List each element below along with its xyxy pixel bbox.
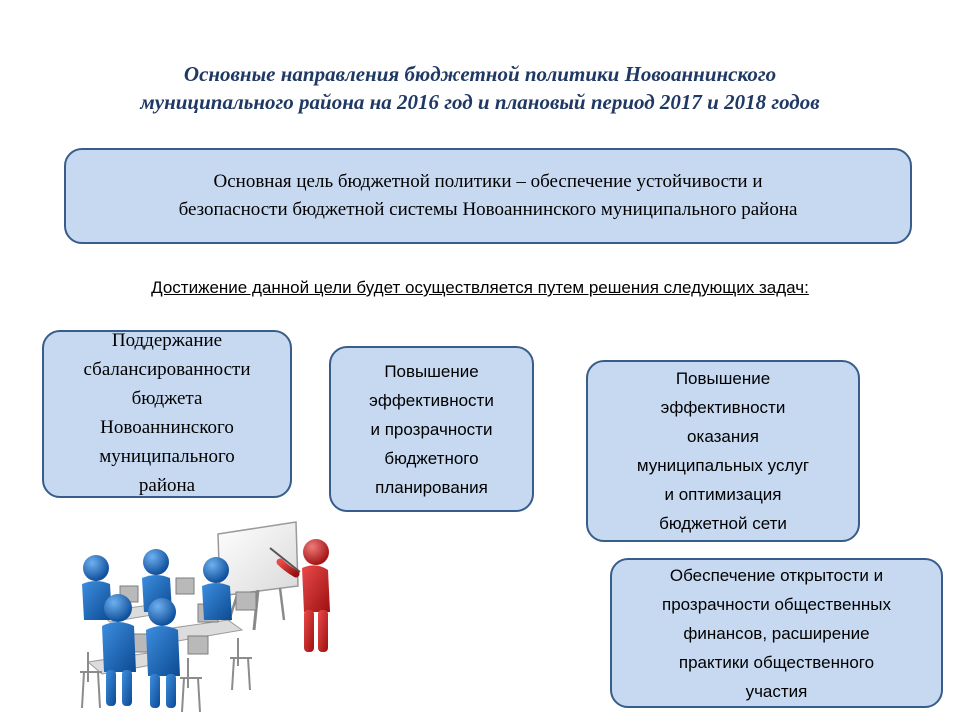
task-3-line: и оптимизация <box>664 485 782 504</box>
goal-line-2: безопасности бюджетной системы Новоаннинского муниципального района <box>178 199 798 220</box>
task-box-balance <box>42 330 292 498</box>
task-1-line: Новоаннинского <box>100 417 234 438</box>
slide-title-line-1: Основные направления бюджетной политики Новоаннинского <box>183 62 777 86</box>
presenter-figure <box>270 539 330 652</box>
task-4-line: прозрачности общественных <box>662 594 891 614</box>
task-4-line: Обеспечение открытости и <box>669 565 884 585</box>
task-3-line: оказания <box>687 427 759 446</box>
task-box-services <box>586 360 860 542</box>
task-2-line: Повышение <box>384 361 479 381</box>
task-1-line: бюджета <box>131 388 203 409</box>
task-4-line: практики общественного <box>678 652 875 672</box>
task-2-line: бюджетного <box>384 448 479 468</box>
task-box-openness <box>610 558 943 708</box>
goal-box <box>64 148 912 244</box>
slide-title-line-2: муниципального района на 2016 год и плановый период 2017 и 2018 годов <box>140 90 820 114</box>
task-3-line: Повышение <box>675 369 771 388</box>
task-1-line: муниципального <box>99 446 235 467</box>
task-4-line: участия <box>745 681 808 701</box>
goal-line-1: Основная цель бюджетной политики – обеспечение устойчивости и <box>213 171 763 192</box>
task-2-line: эффективности <box>369 390 494 410</box>
tasks-subtitle: Достижение данной цели будет осуществляется путем решения следующих задач: <box>151 278 809 297</box>
task-box-planning <box>329 346 534 512</box>
task-1-line: района <box>138 475 196 496</box>
task-4-line: финансов, расширение <box>683 623 870 643</box>
task-3-line: муниципальных услуг <box>636 456 810 475</box>
presentation-classroom-icon <box>58 512 358 720</box>
task-1-line: Поддержание <box>111 330 223 351</box>
task-2-line: планирования <box>375 477 488 497</box>
task-3-line: бюджетной сети <box>659 514 787 533</box>
slide-title <box>20 60 940 116</box>
task-1-line: сбалансированности <box>83 359 251 380</box>
task-2-line: и прозрачности <box>370 419 493 439</box>
task-3-line: эффективности <box>660 398 786 417</box>
